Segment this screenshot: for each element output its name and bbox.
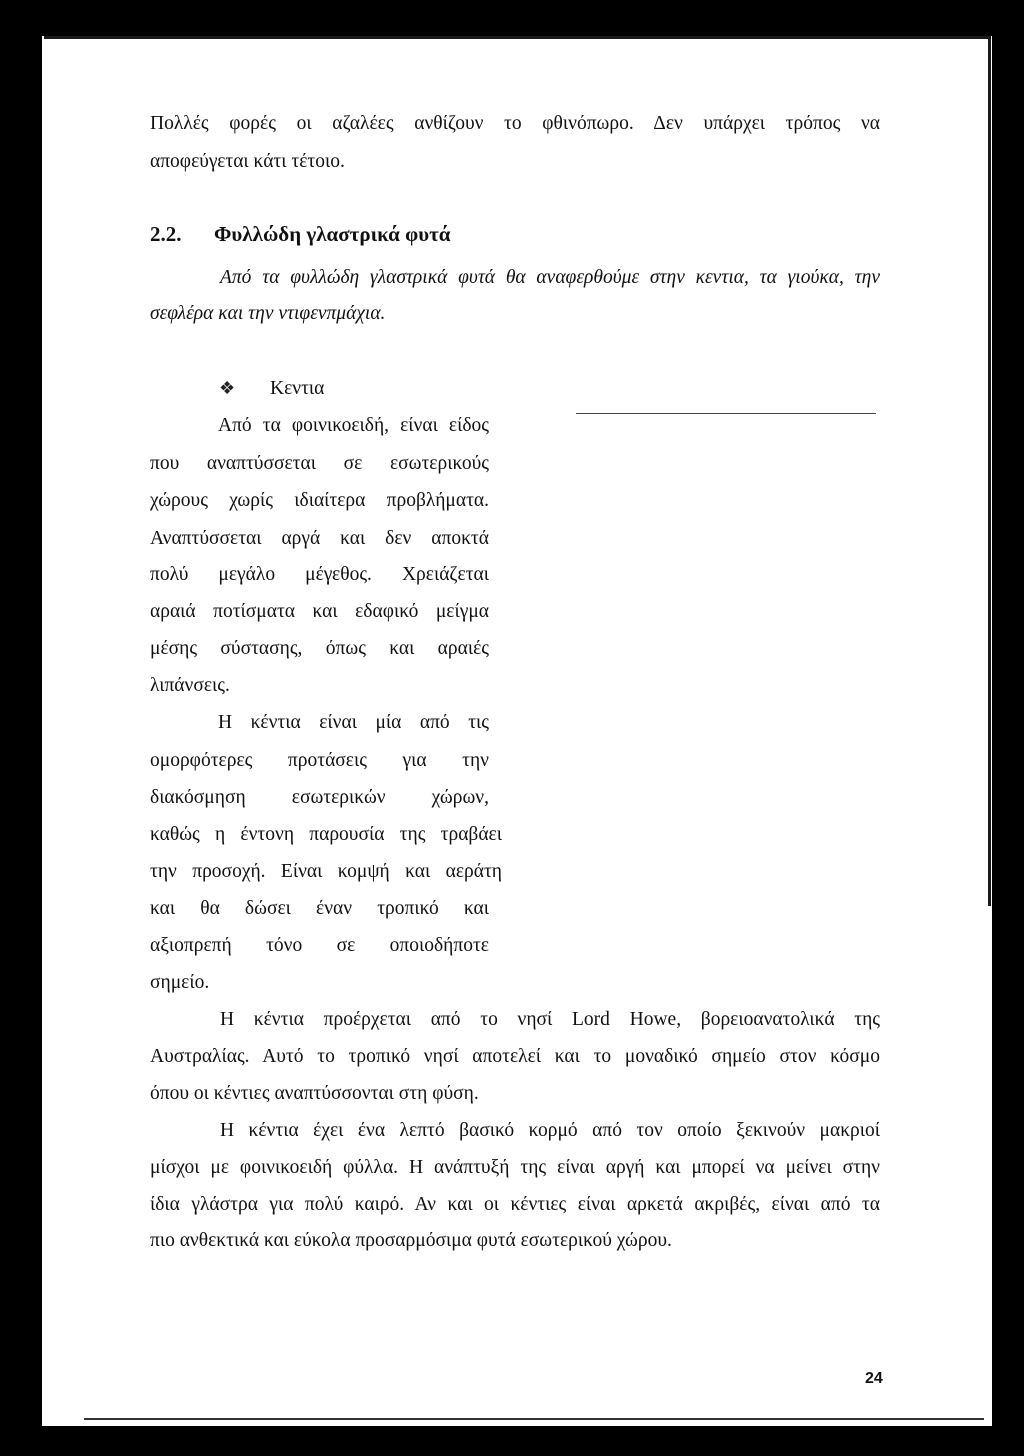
document-page [42,36,992,1426]
bullet-title: Κεντια [270,378,325,399]
column-line: Αναπτύσσεται αργά και δεν αποκτά [150,528,489,549]
column-line: που αναπτύσσεται σε εσωτερικούς [150,453,489,474]
column-line: λιπάνσεις. [150,675,230,696]
column-line: πολύ μεγάλο μέγεθος. Χρειάζεται [150,564,489,585]
column-line: και θα δώσει έναν τροπικό και [150,898,489,919]
column-line: μέσης σύστασης, όπως και αραιές [150,638,489,659]
column-line: σημείο. [150,972,210,993]
page-number: 24 [865,1370,883,1387]
figure-placeholder-line [576,413,876,414]
column-line: διακόσμηση εσωτερικών χώρων, [150,787,489,808]
paragraph-line: ίδια γλάστρα για πολύ καιρό. Αν και οι κέντιες είναι αρκετά ακριβές, είναι από τα [150,1194,880,1215]
column-line: την προσοχή. Είναι κομψή και αεράτη [150,861,502,882]
paragraph-line: Η κέντια έχει ένα λεπτό βασικό κορμό από τον οποίο ξεκινούν μακριοί [220,1120,880,1141]
column-line: χώρους χωρίς ιδιαίτερα προβλήματα. [150,490,489,511]
paragraph-line: Η κέντια προέρχεται από το νησί Lord Howe, βορειοανατολικά της [220,1009,880,1030]
intro-line: αποφεύγεται κάτι τέτοιο. [150,151,345,172]
section-number: 2.2. [150,222,182,246]
bottom-rule [84,1418,984,1420]
paragraph-line: όπου οι κέντιες αναπτύσσονται στη φύση. [150,1083,479,1104]
paragraph-line: μίσχοι με φοινικοειδή φύλλα. Η ανάπτυξή της είναι αργή και μπορεί να μείνει στην [150,1157,880,1178]
intro-line: Πολλές φορές οι αζαλέες ανθίζουν το φθινόπωρο. Δεν υπάρχει τρόπος να [150,113,880,134]
column-line: αξιοπρεπή τόνο σε οποιοδήποτε [150,935,489,956]
right-border [988,36,991,906]
section-title: Φυλλώδη γλαστρικά φυτά [214,222,451,246]
section-intro-line: Από τα φυλλώδη γλαστρικά φυτά θα αναφερθούμε στην κεντια, τα γιούκα, την [220,267,880,288]
column-line: Η κέντια είναι μία από τις [218,712,489,733]
paragraph-line: Αυστραλίας. Αυτό το τροπικό νησί αποτελεί και το μοναδικό σημείο στον κόσμο [150,1046,880,1067]
column-line: ομορφότερες προτάσεις για την [150,750,489,771]
top-border [44,36,988,39]
diamond-bullet-icon: ❖ [219,378,236,398]
column-line: καθώς η έντονη παρουσία της τραβάει [150,824,502,845]
paragraph-line: πιο ανθεκτικά και εύκολα προσαρμόσιμα φυτά εσωτερικού χώρου. [150,1230,672,1251]
column-line: Από τα φοινικοειδή, είναι είδος [218,415,489,436]
section-intro-line: σεφλέρα και την ντιφενπμάχια. [150,303,386,324]
column-line: αραιά ποτίσματα και εδαφικό μείγμα [150,601,489,622]
